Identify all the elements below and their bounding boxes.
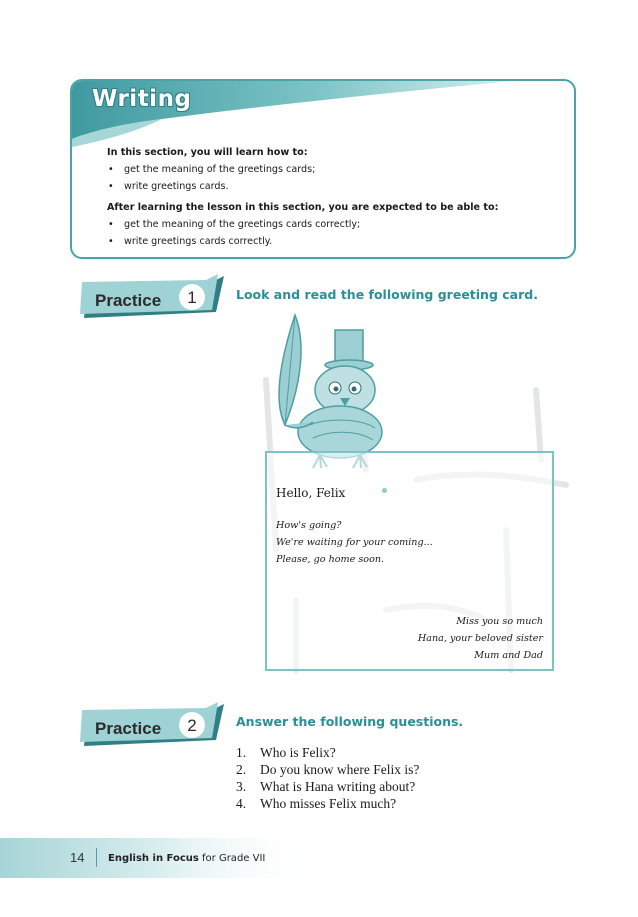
card-line: Miss you so much [456, 616, 543, 627]
practice-1-badge [78, 272, 228, 322]
practice-number: 2 [187, 716, 197, 735]
question-number: 4. [236, 796, 247, 811]
outcome-lead: After learning the lesson in this section, you are expected to be able to: [107, 202, 499, 213]
book-title [108, 853, 265, 864]
question-number: 2. [236, 762, 247, 777]
card-line: We're waiting for your coming... [276, 537, 433, 548]
card-line: How's going? [276, 520, 342, 531]
practice-2-badge [78, 700, 228, 750]
card-closing [418, 613, 543, 664]
card-line: Please, go home soon. [276, 554, 385, 565]
list-item: • write greetings cards correctly. [107, 233, 557, 250]
question-number: 3. [236, 779, 247, 794]
footer-divider [96, 848, 97, 867]
book-title-suffix: for Grade VII [198, 853, 266, 864]
question-text: Do you know where Felix is? [260, 762, 420, 777]
list-item: • write greetings cards. [107, 178, 557, 195]
intro-lead: In this section, you will learn how to: [107, 147, 308, 158]
question-text: Who misses Felix much? [260, 796, 397, 811]
list-item [236, 778, 419, 795]
section-title: Writing [92, 86, 192, 112]
list-item: • get the meaning of the greetings cards; [107, 161, 557, 178]
list-item [236, 761, 419, 778]
practice-label: Practice [95, 719, 162, 738]
intro-list [107, 161, 557, 195]
greeting-card [265, 451, 554, 671]
question-text: What is Hana writing about? [260, 779, 416, 794]
practice-1-instruction: Look and read the following greeting card. [236, 287, 538, 302]
book-title-name: English in Focus [108, 853, 199, 864]
card-line: Hana, your beloved sister [417, 633, 543, 644]
card-body [276, 517, 433, 568]
card-line: Mum and Dad [474, 650, 543, 661]
practice-label: Practice [95, 291, 162, 310]
list-item: • get the meaning of the greetings cards correctly; [107, 216, 557, 233]
list-item [236, 744, 419, 761]
question-number: 1. [236, 745, 247, 760]
decorative-dot [382, 488, 387, 493]
practice-2-instruction: Answer the following questions. [236, 714, 464, 729]
question-text: Who is Felix? [260, 745, 336, 760]
card-greeting: Hello, Felix [276, 486, 346, 500]
outcome-list [107, 216, 557, 250]
question-list [236, 744, 419, 812]
page-number: 14 [70, 850, 85, 865]
list-item [236, 795, 419, 812]
practice-number: 1 [187, 288, 197, 307]
objectives-text [107, 144, 557, 250]
